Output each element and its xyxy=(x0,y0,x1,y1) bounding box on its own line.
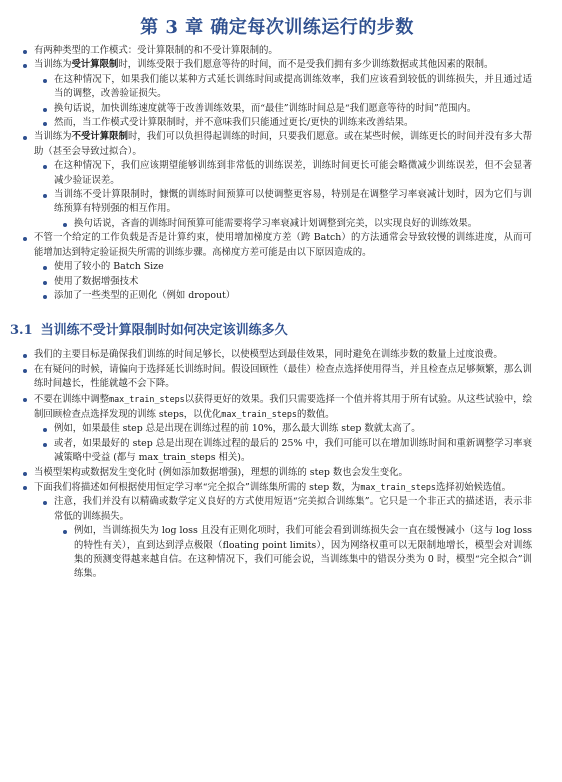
item-text: 在有疑问的时候，请偏向于选择延长训练时间。假设回顾性（最佳）检查点选择使用得当，并且检查点足够频繁，那么训练时间越长，性能就越不会下降。 xyxy=(34,363,532,390)
item-text: 当训练不受计算限制时，慷慨的训练时间预算可以使调整更容易，特别是在调整学习率衰减计划时，因为它们与训练预算有特别强的相互作用。 xyxy=(54,189,532,215)
code-term: max_train_steps xyxy=(221,408,297,419)
list-item xyxy=(22,392,532,423)
bullet-icon xyxy=(43,428,47,432)
item-text: 有两种类型的工作模式：受计算限制的和不受计算限制的。 xyxy=(34,45,278,56)
item-text: 下面我们将描述如何根据使用恒定学习率“完全拟合”训练集所需的 step 数，为 xyxy=(34,481,361,493)
bullet-icon xyxy=(23,398,27,402)
item-text: 例如，如果最佳 step 总是出现在训练过程的前 10%，那么最大训练 step 数就太高了。 xyxy=(54,423,421,435)
item-text: 当模型架构或数据发生变化时 (例如添加数据增强)，理想的训练的 step 数也会发生变化。 xyxy=(34,466,408,478)
item-text: 注意，我们并没有以精确或数学定义良好的方式使用短语“完美拟合训练集”。它只是一个非正式的描述语，表示非常低的训练损失。 xyxy=(54,496,532,522)
code-term: max_train_steps xyxy=(360,481,436,492)
bullet-icon xyxy=(43,108,47,112)
bullet-icon xyxy=(63,530,67,534)
list-item xyxy=(22,44,532,58)
item-text: 当训练为 xyxy=(34,131,72,143)
item-text: 换句话说，吝啬的训练时间预算可能需要将学习率衰减计划调整到完美，以实现良好的训练效果。 xyxy=(74,217,478,229)
bullet-icon xyxy=(23,136,27,140)
item-text: 然而，当工作模式受计算限制时，并不意味我们只能通过更长/更快的训练来改善结果。 xyxy=(54,117,414,129)
item-text: 不要在训练中调整 xyxy=(34,393,110,405)
section-heading xyxy=(10,319,532,338)
list-item xyxy=(22,289,532,303)
bold-term: 受计算限制 xyxy=(71,59,119,71)
bullet-icon xyxy=(43,295,47,299)
list-item xyxy=(22,495,532,524)
list-item xyxy=(22,480,532,495)
bullet-icon xyxy=(43,281,47,285)
item-text: 以获得更好的效果。我们只需要选择一个值并将其用于所有试验。从这些试验中，绘制回顾检查点选择发现的训练 steps，以优化 xyxy=(34,393,532,420)
bullet-icon xyxy=(23,472,27,476)
bullet-icon xyxy=(23,354,27,358)
bullet-icon xyxy=(23,486,27,490)
bullet-icon xyxy=(63,223,67,227)
bullet-icon xyxy=(43,194,47,198)
list-item xyxy=(22,231,532,260)
item-text: 选择初始候选值。 xyxy=(435,481,511,493)
bullet-icon xyxy=(43,266,47,270)
bold-term: 不受计算限制 xyxy=(71,131,128,143)
list-item xyxy=(22,275,532,289)
item-text: 使用了数据增强技术 xyxy=(54,275,139,287)
item-text: 在这种情况下，如果我们能以某种方式延长训练时间或提高训练效率，我们应该看到较低的训练损失，并且通过适当的调整，改善验证损失。 xyxy=(54,73,532,100)
item-text: 时，我们可以负担得起训练的时间，只要我们愿意。或在某些时候，训练更长的时间并没有多大帮助（甚至会导致过拟合）。 xyxy=(34,131,532,157)
bullet-icon xyxy=(43,165,47,169)
list-item xyxy=(22,217,532,231)
list-item xyxy=(22,188,532,217)
bullet-icon xyxy=(43,122,47,126)
list-item xyxy=(22,102,532,116)
list-item xyxy=(22,437,532,466)
bullet-icon xyxy=(23,237,27,241)
item-text: 我们的主要目标是确保我们训练的时间足够长，以使模型达到最佳效果，同时避免在训练步数的数量上过度浪费。 xyxy=(34,349,503,361)
item-text: 时，训练受限于我们愿意等待的时间，而不是受我们拥有多少训练数据或其他因素的限制。 xyxy=(118,59,494,71)
list-item xyxy=(22,58,532,72)
bullet-icon xyxy=(43,501,47,505)
item-text: 使用了较小的 Batch Size xyxy=(54,261,164,273)
intro-list xyxy=(22,44,532,303)
list-item xyxy=(22,466,532,480)
bullet-icon xyxy=(23,50,27,54)
item-text: 例如，当训练损失为 log loss 且没有正则化项时，我们可能会看到训练损失会一直在缓慢减小（这与 log loss 的特性有关），直到达到浮点极限（floating point limits），因为网络权重可以无限制地增长，模型会对训练集的预测变得越来越自信。在这种情况下，我们可能会说，当训练集中的错误分类为 0 时，模型“完全拟合”训练集。 xyxy=(74,525,532,580)
list-item xyxy=(22,260,532,274)
list-item xyxy=(22,130,532,159)
bullet-icon xyxy=(43,79,47,83)
item-text: 不管一个给定的工作负载是否是计算约束，使用增加梯度方差（跨 Batch）的方法通常会导致较慢的训练进度，从而可能增加达到特定验证损失所需的训练步骤。高梯度方差可能是由以下原因造成的。 xyxy=(34,232,532,258)
list-item xyxy=(22,116,532,130)
list-item xyxy=(22,363,532,392)
bullet-icon xyxy=(23,369,27,373)
bullet-icon xyxy=(23,64,27,68)
item-text: 换句话说，加快训练速度就等于改善训练效果，而“最佳”训练时间总是“我们愿意等待的时间”范围内。 xyxy=(54,102,477,114)
list-item xyxy=(22,422,532,436)
section-list xyxy=(22,348,532,582)
item-text: 添加了一些类型的正则化（例如 dropout） xyxy=(54,289,236,301)
list-item xyxy=(22,159,532,188)
list-item xyxy=(22,348,532,362)
code-term: max_train_steps xyxy=(109,393,185,404)
section-title: 当训练不受计算限制时如何决定该训练多久 xyxy=(40,323,288,339)
item-text: 或者，如果最好的 step 总是出现在训练过程的最后的 25% 中，我们可能可以在增加训练时间和重新调整学习率衰减策略中受益 (都与 max_train_steps 相关)。 xyxy=(54,437,532,464)
item-text: 当训练为 xyxy=(34,59,72,71)
section-number: 3.1 xyxy=(10,323,33,339)
list-item xyxy=(22,524,532,582)
chapter-title: 第 3 章 确定每次训练运行的步数 xyxy=(140,17,414,38)
item-text: 在这种情况下，我们应该期望能够训练到非常低的训练误差，训练时间更长可能会略微减少训练误差，但不会显著减少验证误差。 xyxy=(54,160,532,186)
item-text: 的数值。 xyxy=(296,408,335,420)
list-item xyxy=(22,73,532,102)
bullet-icon xyxy=(43,443,47,447)
